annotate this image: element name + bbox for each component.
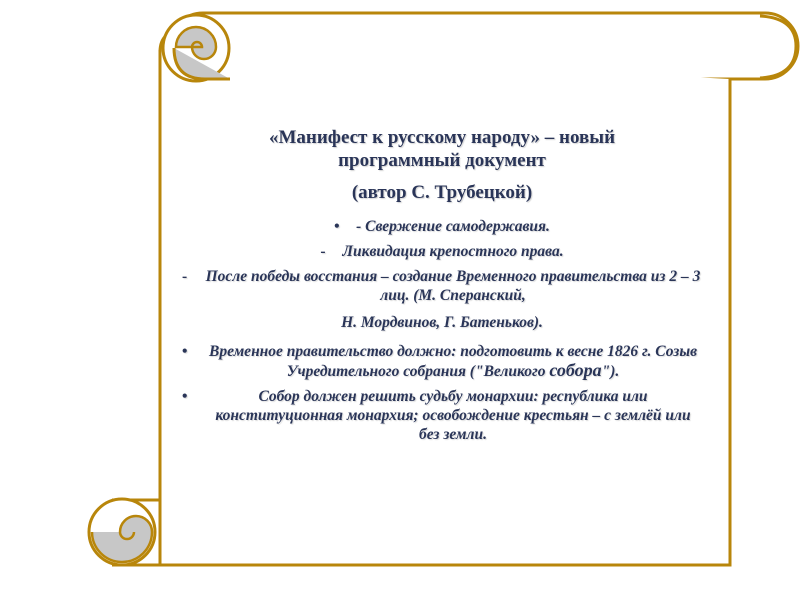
title-line-3: (автор С. Трубецкой) xyxy=(351,182,533,203)
dash-marker: - xyxy=(182,268,188,285)
bullet-marker: • xyxy=(182,343,188,360)
bullet-list xyxy=(182,217,702,444)
list-item-text: Ликвидация крепостного права. xyxy=(342,243,564,260)
list-item-text: - Свержение самодержавия. xyxy=(356,218,550,235)
list-item xyxy=(182,267,702,305)
list-item-text: После победы восстания – создание Временного правительства из 2 – 3 лиц. (М. Сперанский, xyxy=(205,268,701,304)
title-line-2: программный документ xyxy=(338,150,546,171)
list-item-text-part: Временное правительство должно: подготовить к весне 1826 г. Созыв Учредительного собрания ("Великого xyxy=(208,343,697,380)
list-item xyxy=(182,342,702,381)
list-item xyxy=(182,217,702,236)
emphasized-word: собора xyxy=(549,360,602,380)
list-item-text: Собор должен решить судьбу монархии: республика или конституционная монархия; освобождение крестьян – с землёй или без земли. xyxy=(215,388,691,443)
list-item-continuation: Н. Мордвинов, Г. Батеньков). xyxy=(341,314,543,331)
slide-content xyxy=(182,126,702,450)
bullet-marker: • xyxy=(334,218,340,235)
slide-title xyxy=(182,126,702,204)
list-item xyxy=(182,387,702,444)
list-item-text xyxy=(204,342,702,381)
dash-marker: - xyxy=(320,243,326,260)
list-item-text-part: "). xyxy=(601,363,620,380)
bullet-marker: • xyxy=(182,388,188,405)
title-line-1: «Манифест к русскому народу» – новый xyxy=(268,127,616,148)
list-item xyxy=(182,242,702,261)
